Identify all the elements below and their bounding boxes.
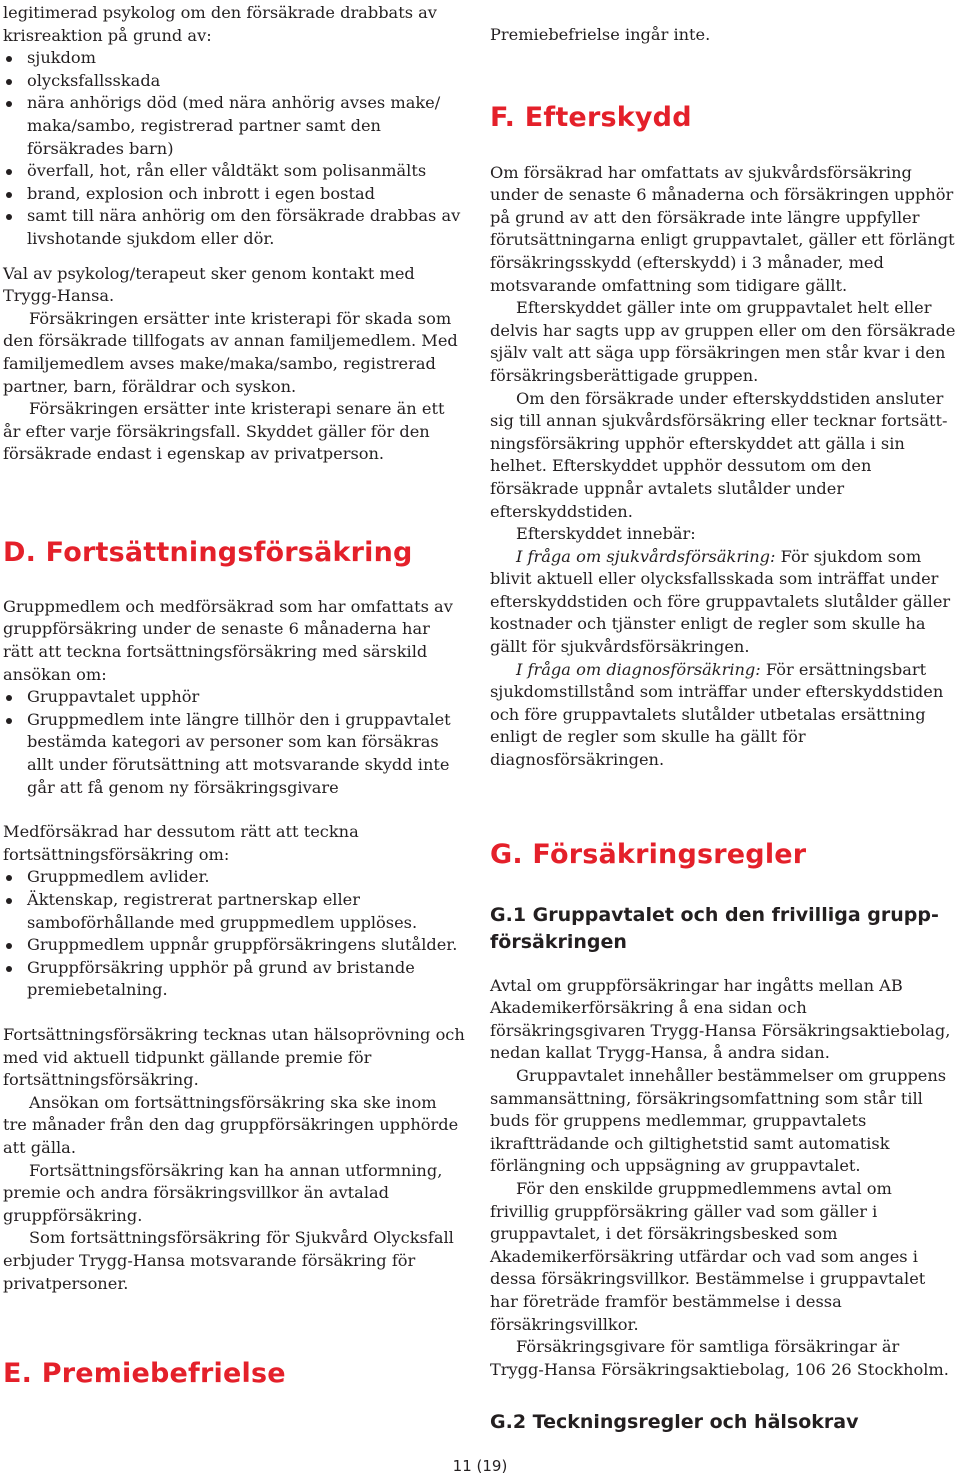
term-label: I fråga om sjukvårdsförsäkring: — [516, 546, 776, 566]
paragraph: Fortsättningsförsäkring kan ha annan utformning, premie och andra försäkringsvillkor än avtalad gruppförsäkring. — [3, 1160, 443, 1225]
paragraph: Efterskyddet gäller inte om gruppavtalet helt eller delvis har sagts upp av gruppen eller om den försäkrade själv valt att säga upp försäkringen men står kvar i den försäkringsberättigade gruppen. — [490, 298, 956, 385]
efterskydd-sjukvard — [490, 546, 956, 659]
list-item: Gruppmedlem avlider. — [3, 866, 465, 889]
section-heading-g: G. Försäkringsregler — [490, 838, 807, 870]
term-label: I fråga om diagnosförsäkring: — [516, 659, 761, 679]
fortsattning-list — [3, 686, 465, 799]
list-item: olycksfallsskada — [3, 70, 465, 93]
paragraph: Gruppmedlem och medförsäkrad som har omfattats av gruppförsäkring under de senaste 6 månaderna har rätt att teckna fortsättningsförsäkring med särskild ansökan om: — [3, 596, 453, 684]
list-item: samt till nära anhörig om den försäkrade drabbas av livshotande sjukdom eller dör. — [3, 205, 465, 250]
list-item: nära anhörigs död (med nära anhörig avses make/ maka/sambo, registrerad partner samt den försäkrades barn) — [3, 92, 465, 160]
paragraph: Ansökan om fortsättningsförsäkring ska ske inom tre månader från den dag gruppförsäkringen upphörde att gälla. — [3, 1092, 459, 1157]
paragraph: Val av psykolog/terapeut sker genom kontakt med Trygg-Hansa. — [3, 263, 415, 306]
medforsakrad-list — [3, 866, 465, 1002]
paragraph: Som fortsättningsförsäkring för Sjukvård Olycksfall erbjuder Trygg-Hansa motsvarande försäkring för privatpersoner. — [3, 1228, 454, 1293]
list-item: överfall, hot, rån eller våldtäkt som polisanmälts — [3, 160, 465, 183]
right-column — [490, 0, 956, 1436]
paragraph: Försäkringsgivare för samtliga försäkringar är Trygg-Hansa Försäkringsaktiebolag, 106 26 Stockholm. — [490, 1337, 949, 1379]
paragraph: Efterskyddet innebär: — [516, 524, 696, 544]
krisstod-intro: legitimerad psykolog om den försäkrade drabbats av krisreaktion på grund av: — [3, 3, 437, 45]
efterskydd-diagnos — [490, 659, 956, 772]
section-heading-e: E. Premiebefrielse — [3, 1358, 286, 1390]
subsection-heading-g1: G.1 Gruppavtalet och den frivilliga grupp-försäkringen — [490, 903, 939, 953]
term-text: För ersättningsbart sjukdomstillstånd som inträffar under efterskyddstiden och före gruppavtalets slutålder utbetalas ersättning enligt de regler som skulle ha gällt för diagnosförsäkringen. — [490, 659, 944, 770]
subsection-heading-g2: G.2 Teckningsregler och hälsokrav — [490, 1411, 859, 1434]
section-heading-d: D. Fortsättningsförsäkring — [3, 536, 413, 568]
krisreaktion-list — [3, 47, 465, 250]
list-item: Gruppmedlem inte längre tillhör den i gruppavtalet bestämda kategori av personer som kan försäkras allt under förutsättning att motsvarande skydd inte går att få genom ny försäkringsgivare — [3, 709, 465, 799]
list-item: Gruppmedlem uppnår gruppförsäkringens slutålder. — [3, 934, 465, 957]
term-text: För sjukdom som blivit aktuell eller olycksfallsskada som inträffat under efterskyddstiden och före gruppavtalets slutålder gäller kostnader och tjänster enligt de regler som skulle ha gällt för sjukvårdsförsäkringen. — [490, 546, 951, 657]
list-item: sjukdom — [3, 47, 465, 70]
paragraph: Om den försäkrade under efterskyddstiden ansluter sig till annan sjukvårdsförsäkring eller tecknar fortsätt-ningsförsäkring upphör efterskyddet att gälla i sin helhet. Efterskyddet upphör dessutom om den försäkrade uppnår avtalets slutålder under efterskyddstiden. — [490, 388, 948, 521]
paragraph: Fortsättningsförsäkring tecknas utan hälsoprövning och med vid aktuell tidpunkt gällande premie för fortsättningsförsäkring. — [3, 1024, 465, 1090]
list-item: Gruppavtalet upphör — [3, 686, 465, 709]
section-heading-f: F. Efterskydd — [490, 101, 692, 133]
paragraph: Om försäkrad har omfattats av sjukvårdsförsäkring under de senaste 6 månaderna och försäkringen upphör på grund av att den försäkrade inte längre uppfyller förutsättningarna enligt gruppavtalet, gäller ett förlängt försäkringsskydd (efterskydd) i 3 månader, med motsvarande omfattning som tidigare gällt. — [490, 162, 955, 295]
paragraph: Avtal om gruppförsäkringar har ingåtts mellan AB Akademikerförsäkring å ena sidan och försäkringsgivaren Trygg-Hansa Försäkringsaktiebolag, nedan kallat Trygg-Hansa, å andra sidan. — [490, 975, 951, 1063]
paragraph: Gruppavtalet innehåller bestämmelser om gruppens sammansättning, försäkringsomfattning som står till buds för gruppens medlemmar, gruppavtalets ikraftträdande och giltighetstid samt automatisk förlängning och uppsägning av gruppavtalet. — [490, 1066, 947, 1176]
list-item: Äktenskap, registrerat partnerskap eller samboförhållande med gruppmedlem upplöses. — [3, 889, 465, 934]
list-item: brand, explosion och inbrott i egen bostad — [3, 183, 465, 206]
paragraph: Premiebefrielse ingår inte. — [490, 25, 711, 44]
left-column — [3, 0, 465, 1391]
page-number: 11 (19) — [452, 1457, 508, 1475]
paragraph: Medförsäkrad har dessutom rätt att teckna fortsättningsförsäkring om: — [3, 822, 359, 864]
list-item: Gruppförsäkring upphör på grund av bristande premiebetalning. — [3, 957, 465, 1002]
paragraph: Försäkringen ersätter inte kristerapi senare än ett år efter varje försäkringsfall. Skyddet gäller för den försäkrade endast i egenskap av privatperson. — [3, 399, 445, 464]
paragraph: Försäkringen ersätter inte kristerapi för skada som den försäkrade tillfogats av annan familjemedlem. Med familjemedlem avses make/maka/sambo, registrerad partner, barn, föräldrar och syskon. — [3, 308, 458, 396]
paragraph: För den enskilde gruppmedlemmens avtal om frivillig gruppförsäkring gäller vad som gäller i gruppavtalet, i det försäkringsbesked som Akademikerförsäkring utfärdar och vad som anges i dessa försäkringsvillkor. Bestämmelse i gruppavtalet har företräde framför bestämmelse i dessa försäkringsvillkor. — [490, 1178, 926, 1334]
